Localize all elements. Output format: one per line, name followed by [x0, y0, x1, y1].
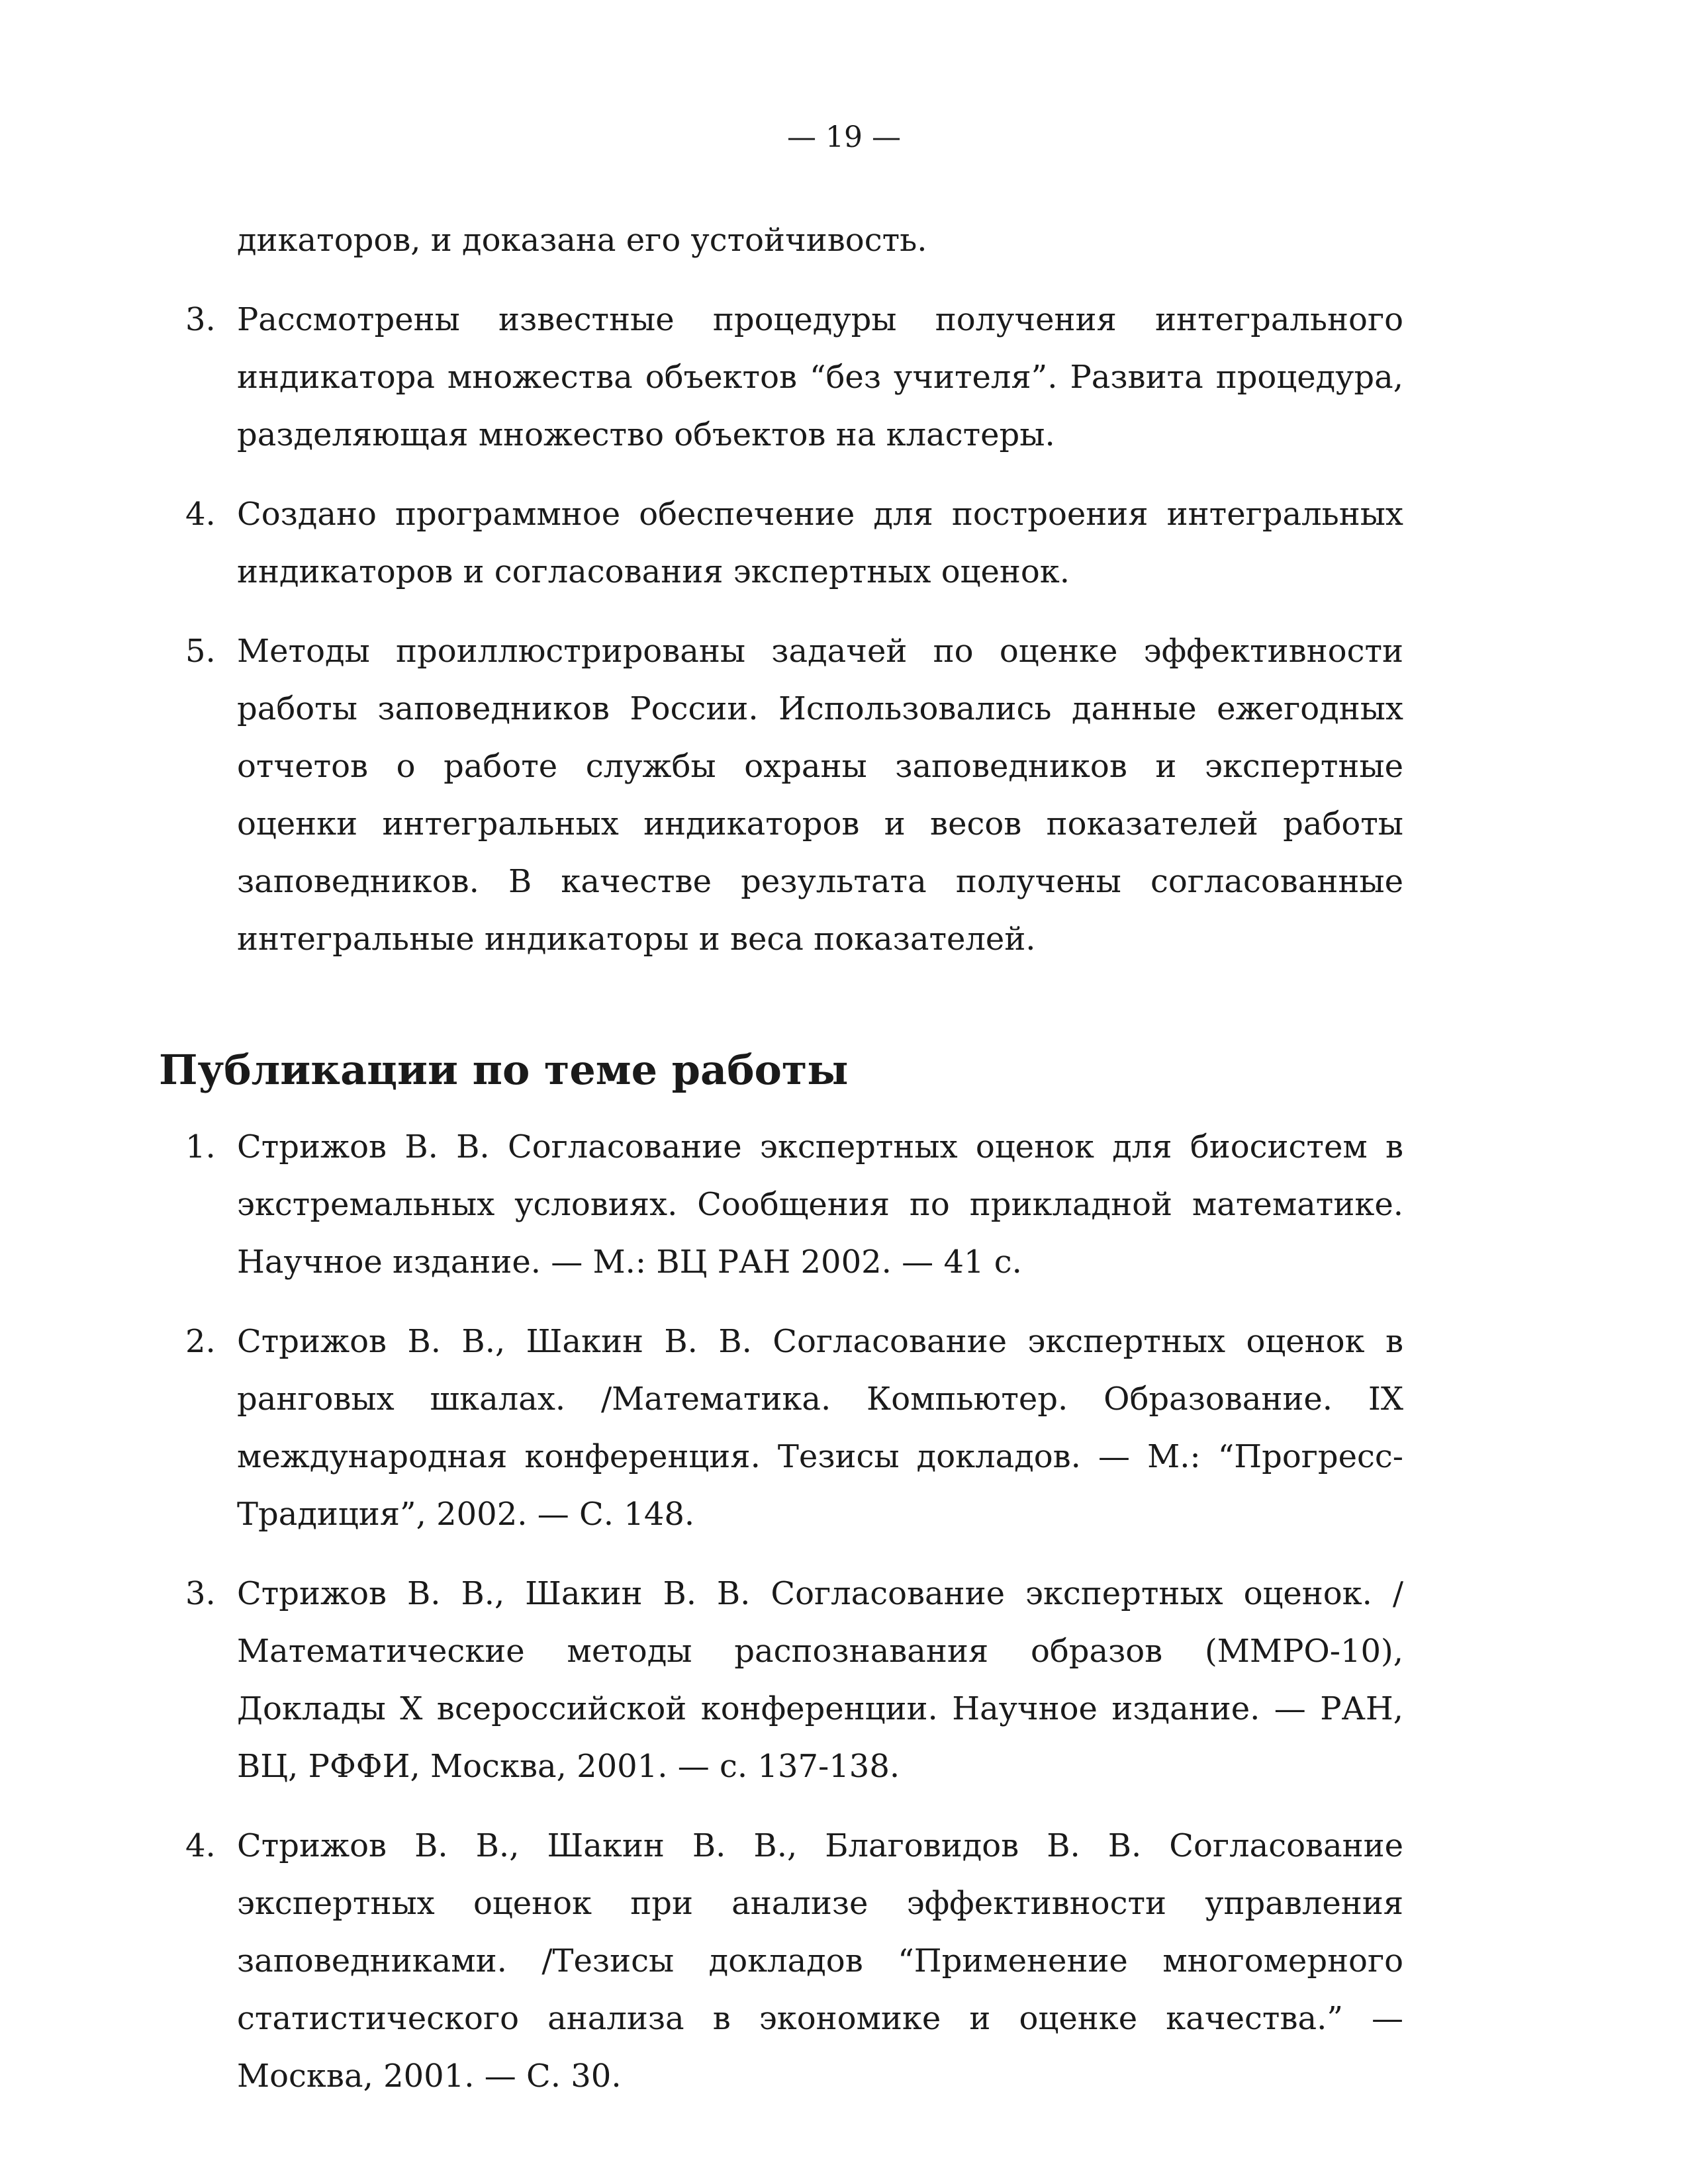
list-item-number: 4. — [185, 496, 216, 533]
list-item-text: Рассмотрены известные процедуры получения интегрального индикатора множества объектов “без учителя”. Развита процедура, разделяющая множество объектов на кластеры. — [237, 301, 1403, 453]
list-item — [159, 623, 1403, 968]
list-item — [159, 1817, 1403, 2105]
list-item-number: 1. — [185, 1128, 216, 1165]
list-item — [159, 291, 1403, 464]
list-item-number: 3. — [185, 1575, 216, 1612]
list-item-text: Стрижов В. В. Согласование экспертных оценок для биосистем в экстремальных условиях. Сообщения по прикладной математике. Научное издание. — М.: ВЦ РАН 2002. — 41 с. — [237, 1128, 1403, 1281]
list-item-text: Стрижов В. В., Шакин В. В. Согласование экспертных оценок в ранговых шкалах. /Математика. Компьютер. Образование. IX международная конференция. Тезисы докладов. — М.: “Прогресс-Традиция”, 2002. — С. 148. — [237, 1323, 1403, 1533]
list-item — [159, 1313, 1403, 1543]
publications-list — [159, 1118, 1403, 2127]
list-item-number: 5. — [185, 633, 216, 670]
list-item-number: 2. — [185, 1323, 216, 1360]
list-item — [159, 1118, 1403, 1291]
list-item-text: Стрижов В. В., Шакин В. В., Благовидов В. В. Согласование экспертных оценок при анализе эффективности управления заповедниками. /Тезисы докладов “Применение многомерного статистического анализа в экономике и оценке качества.” — Москва, 2001. — С. 30. — [237, 1827, 1403, 2095]
publications-heading: Публикации по теме работы — [159, 1046, 849, 1094]
continuation-text: дикаторов, и доказана его устойчивость. — [237, 222, 927, 259]
list-item-text: Создано программное обеспечение для построения интегральных индикаторов и согласования экспертных оценок. — [237, 496, 1403, 590]
list-item-text: Стрижов В. В., Шакин В. В. Согласование экспертных оценок. /Математические методы распознавания образов (ММРО-10), Доклады X всероссийской конференции. Научное издание. — РАН, ВЦ, РФФИ, Москва, 2001. — с. 137-138. — [237, 1575, 1403, 1785]
list-item-text: Методы проиллюстрированы задачей по оценке эффективности работы заповедников России. Использовались данные ежегодных отчетов о работе службы охраны заповедников и экспертные оценки интегральных индикаторов и весов показателей работы заповедников. В качестве результата получены согласованные интегральные индикаторы и веса показателей. — [237, 633, 1403, 958]
results-section — [159, 212, 1403, 990]
list-item — [159, 1565, 1403, 1796]
list-item-number: 4. — [185, 1827, 216, 1864]
list-item — [159, 486, 1403, 601]
list-item-number: 3. — [185, 301, 216, 338]
page-number: — 19 — — [787, 120, 901, 154]
results-list — [159, 291, 1403, 968]
